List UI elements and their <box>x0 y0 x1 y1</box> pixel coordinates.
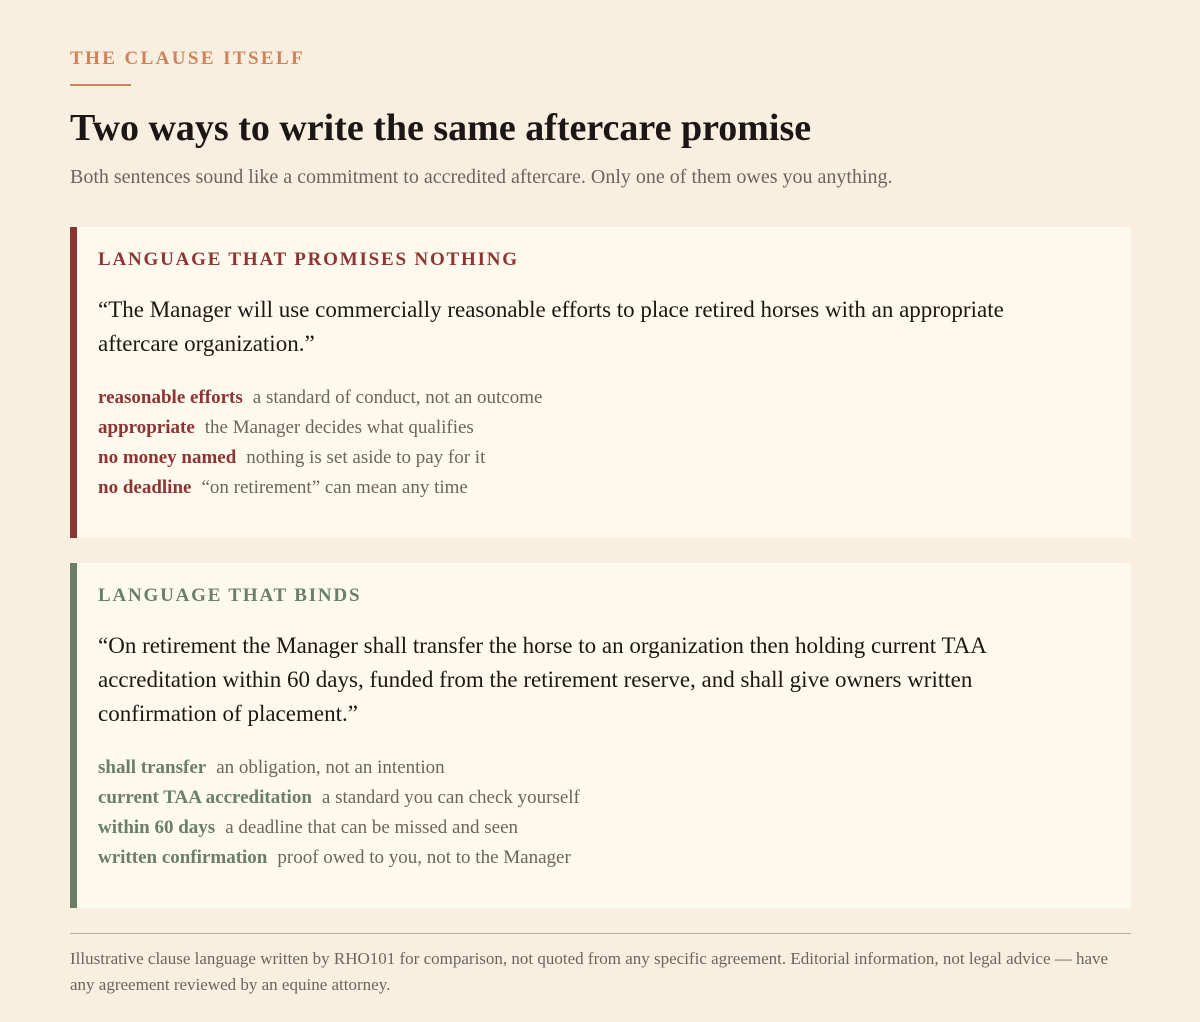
weak-clause-label: LANGUAGE THAT PROMISES NOTHING <box>98 249 519 270</box>
note-term: no deadline <box>98 477 192 498</box>
section-eyebrow: THE CLAUSE ITSELF <box>70 48 306 69</box>
note-description: a standard you can check yourself <box>321 787 580 808</box>
page <box>0 0 1200 189</box>
eyebrow-underline <box>70 84 131 86</box>
note-term: within 60 days <box>98 817 216 838</box>
binding-clause-card <box>70 563 1131 908</box>
binding-clause-quote: “On retirement the Manager shall transfer the horse to an organization then holding current TAA accreditation within 60 days, funded from the retirement reserve, and shall give owners written confirmation of placement.” <box>98 633 986 726</box>
weak-clause-note <box>98 473 1103 503</box>
binding-clause-note <box>98 753 1103 783</box>
binding-clause-note <box>98 813 1103 843</box>
weak-clause-note <box>98 413 1103 443</box>
note-term: written confirmation <box>98 847 268 868</box>
binding-clause-note <box>98 843 1103 873</box>
footer-disclaimer: Illustrative clause language written by RHO101 for comparison, not quoted from any specific agreement. Editorial information, not legal advice — have any agreement reviewed by an equine attorney. <box>70 949 1109 994</box>
binding-clause-notes <box>98 753 1103 873</box>
note-term: current TAA accreditation <box>98 787 312 808</box>
weak-clause-note <box>98 443 1103 473</box>
binding-clause-label: LANGUAGE THAT BINDS <box>98 585 362 606</box>
note-description: nothing is set aside to pay for it <box>246 447 486 468</box>
note-term: appropriate <box>98 417 195 438</box>
weak-clause-note <box>98 383 1103 413</box>
footer-divider <box>70 933 1131 934</box>
weak-clause-card <box>70 227 1131 538</box>
note-term: shall transfer <box>98 757 207 778</box>
note-description: “on retirement” can mean any time <box>201 477 468 498</box>
page-title: Two ways to write the same aftercare promise <box>70 107 812 149</box>
note-description: an obligation, not an intention <box>216 757 445 778</box>
note-description: a deadline that can be missed and seen <box>225 817 519 838</box>
note-description: the Manager decides what qualifies <box>204 417 474 438</box>
page-subtitle: Both sentences sound like a commitment to accredited aftercare. Only one of them owes you anything. <box>70 165 893 188</box>
binding-clause-note <box>98 783 1103 813</box>
note-term: no money named <box>98 447 237 468</box>
note-description: proof owed to you, not to the Manager <box>277 847 571 868</box>
note-description: a standard of conduct, not an outcome <box>252 387 543 408</box>
weak-clause-notes <box>98 383 1103 503</box>
weak-clause-quote: “The Manager will use commercially reasonable efforts to place retired horses with an appropriate aftercare organization.” <box>98 297 1004 356</box>
note-term: reasonable efforts <box>98 387 243 408</box>
